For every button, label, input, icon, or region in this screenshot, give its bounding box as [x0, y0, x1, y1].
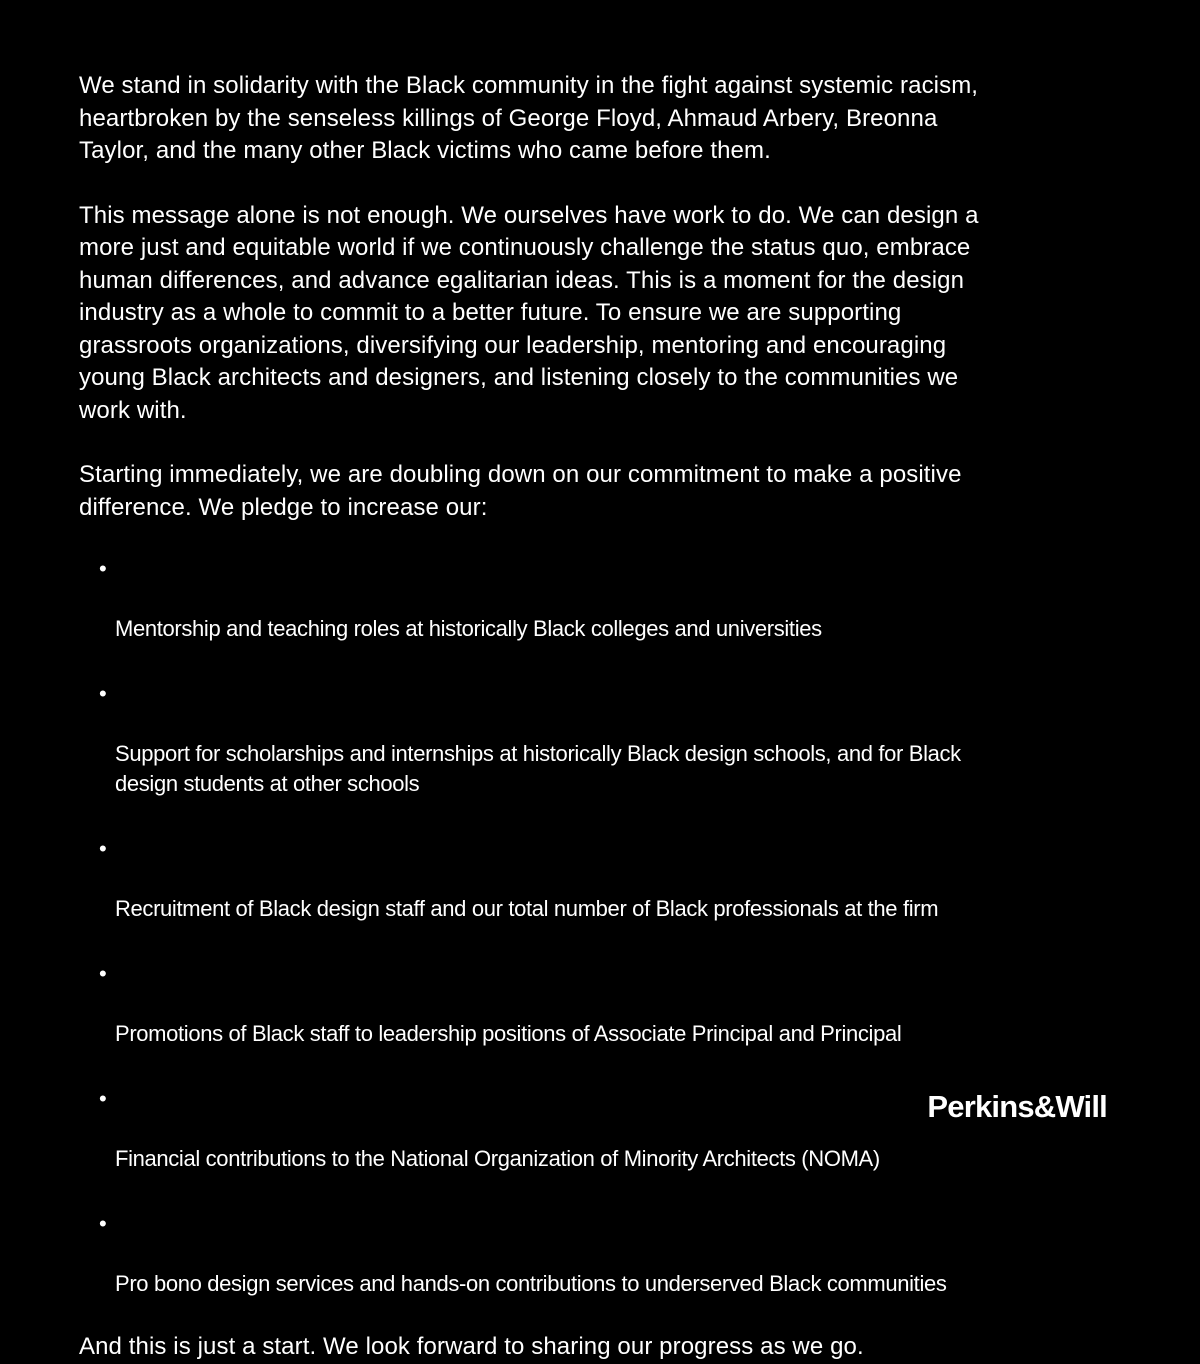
- bullet-icon: •: [99, 961, 107, 986]
- commitment-paragraph: This message alone is not enough. We ourselves have work to do. We can design a more just and equitable world if we continuously challenge the status quo, embrace human differences, and advance egalitarian ideas. This is a moment for the design industry as a whole to commit to a better future. To ensure we are supporting grassroots organizations, diversifying our leadership, mentoring and encouraging young Black architects and designers, and listening closely to the communities we work with.: [79, 201, 979, 424]
- bullet-icon: •: [99, 836, 107, 861]
- pledge-list: [79, 554, 1129, 1299]
- list-item: [99, 554, 1129, 644]
- bullet-icon: •: [99, 1211, 107, 1236]
- list-item: [99, 679, 1129, 799]
- list-item: [99, 834, 1129, 924]
- bullet-icon: •: [99, 681, 107, 706]
- pledge-text: Pro bono design services and hands-on contributions to underserved Black communities: [115, 1271, 947, 1296]
- brand-logo: Perkins&Will: [927, 1089, 1107, 1124]
- pledge-intro-paragraph: Starting immediately, we are doubling down on our commitment to make a positive difference. We pledge to increase our:: [79, 461, 962, 521]
- pledge-text: Promotions of Black staff to leadership positions of Associate Principal and Principal: [115, 1021, 902, 1046]
- pledge-text: Mentorship and teaching roles at historically Black colleges and universities: [115, 616, 822, 641]
- intro-paragraph: We stand in solidarity with the Black community in the fight against systemic racism, heartbroken by the senseless killings of George Floyd, Ahmaud Arbery, Breonna Taylor, and the many other Black victims who came before them.: [79, 72, 979, 164]
- list-item: [99, 1209, 1129, 1299]
- pledge-text: Support for scholarships and internships at historically Black design schools, and for Black design students at other schools: [115, 741, 961, 796]
- list-item: [99, 959, 1129, 1049]
- bullet-icon: •: [99, 1086, 107, 1111]
- statement: [79, 70, 1129, 1364]
- pledge-text: Recruitment of Black design staff and our total number of Black professionals at the firm: [115, 896, 939, 921]
- closing-paragraph: And this is just a start. We look forward to sharing our progress as we go.: [79, 1333, 864, 1360]
- bullet-icon: •: [99, 556, 107, 581]
- pledge-text: Financial contributions to the National Organization of Minority Architects (NOMA): [115, 1146, 880, 1171]
